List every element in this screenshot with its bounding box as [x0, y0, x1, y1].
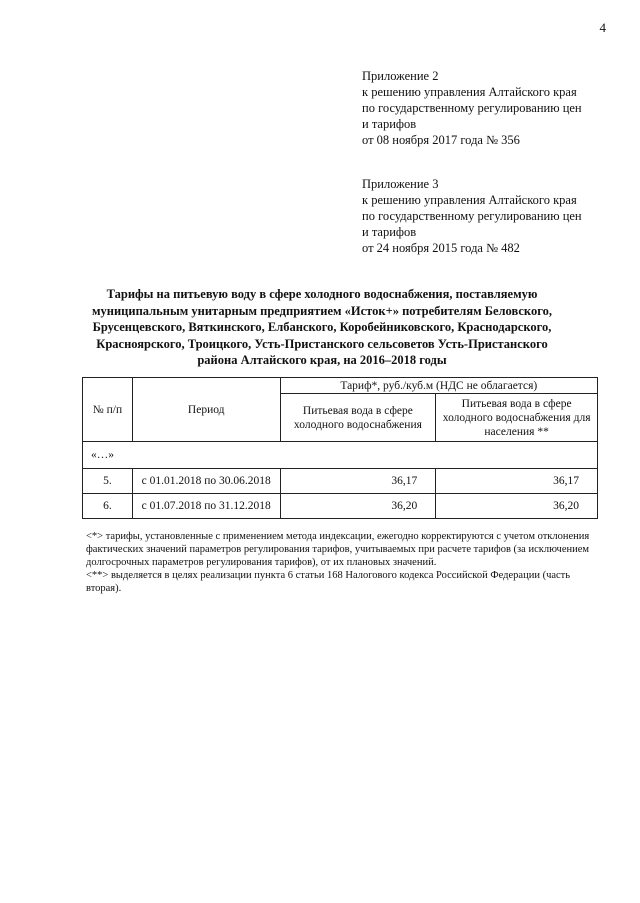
header-population: Питьевая вода в сфере холодного водоснабжения для населения **	[436, 394, 598, 442]
header-number: № п/п	[83, 378, 133, 442]
title-line: Тарифы на питьевую воду в сфере холодного водоснабжения, поставляемую	[106, 287, 538, 301]
appendix-line: от 24 ноября 2015 года № 482	[362, 241, 520, 255]
tariff-table	[82, 377, 598, 519]
row-period: с 01.07.2018 по 31.12.2018	[132, 494, 280, 519]
header-cold-water: Питьевая вода в сфере холодного водоснабжения	[280, 394, 436, 442]
appendix-line: по государственному регулированию цен	[362, 101, 582, 115]
footnote-2: <**> выделяется в целях реализации пункта 6 статьи 168 Налогового кодекса Российской Федерации (часть вторая).	[86, 570, 571, 594]
row-period: с 01.01.2018 по 30.06.2018	[132, 469, 280, 494]
table-ellipsis: «…»	[83, 442, 598, 469]
table-row	[83, 494, 598, 519]
appendix-line: по государственному регулированию цен	[362, 209, 582, 223]
appendix-line: от 08 ноября 2017 года № 356	[362, 133, 520, 147]
footnote-1: <*> тарифы, установленные с применением метода индексации, ежегодно корректируются с учетом отклонения фактических значений параметров регулирования тарифов, учитываемых при расчете тарифов (за исключением долгосрочных параметров регулирования тарифов), от их плановых значений.	[86, 531, 590, 568]
row-cold-water-tariff: 36,17	[280, 469, 436, 494]
row-cold-water-tariff: 36,20	[280, 494, 436, 519]
title-line: муниципальным унитарным предприятием «Исток+» потребителям Беловского,	[92, 303, 552, 318]
title-line: Брусенцевского, Вяткинского, Елбанского, Коробейниковского, Краснодарского,	[92, 320, 552, 334]
footnotes	[86, 530, 596, 595]
appendix-line: Приложение 3	[362, 177, 439, 191]
row-number: 6.	[83, 494, 133, 519]
row-population-tariff: 36,20	[436, 494, 598, 519]
appendix-3-block	[362, 176, 612, 256]
appendix-line: и тарифов	[362, 117, 417, 131]
header-tariff-group: Тариф*, руб./куб.м (НДС не облагается)	[280, 378, 597, 394]
header-period: Период	[132, 378, 280, 442]
appendix-line: к решению управления Алтайского края	[362, 85, 577, 99]
table-row	[83, 469, 598, 494]
title-line: Красноярского, Троицкого, Усть-Пристанского сельсоветов Усть-Пристанского	[96, 336, 548, 351]
appendix-2-block	[362, 68, 612, 148]
appendix-line: и тарифов	[362, 225, 417, 239]
title-line: района Алтайского края, на 2016–2018 годы	[197, 353, 447, 367]
page-number: 4	[599, 20, 606, 35]
appendix-line: к решению управления Алтайского края	[362, 193, 577, 207]
appendix-line: Приложение 2	[362, 69, 439, 83]
row-population-tariff: 36,17	[436, 469, 598, 494]
document-title	[62, 286, 582, 369]
row-number: 5.	[83, 469, 133, 494]
